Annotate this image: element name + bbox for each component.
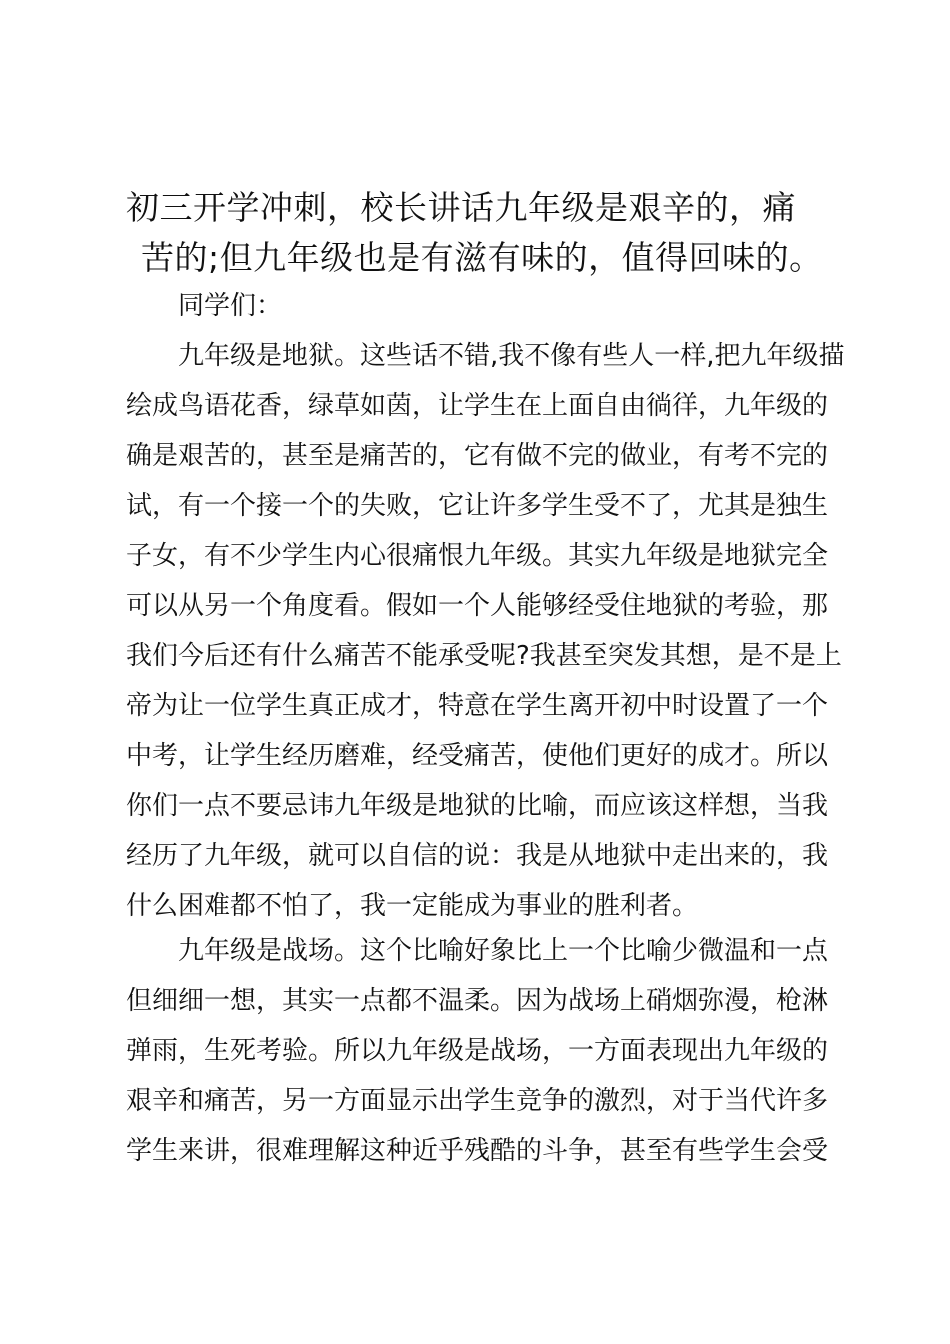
paragraph-line: 学生来讲，很难理解这种近乎残酷的斗争，甚至有些学生会受 <box>126 1136 829 1166</box>
paragraph-line: 你们一点不要忌讳九年级是地狱的比喻，而应该这样想，当我 <box>126 791 829 821</box>
paragraph-line: 绘成鸟语花香，绿草如茵，让学生在上面自由徜徉，九年级的 <box>126 391 829 421</box>
title-line-1: 初三开学冲刺，校长讲话九年级是艰辛的，痛 <box>126 188 796 227</box>
document-title <box>126 183 832 283</box>
paragraph-line: 弹雨，生死考验。所以九年级是战场，一方面表现出九年级的 <box>126 1036 829 1066</box>
paragraph-line: 我们今后还有什么痛苦不能承受呢?我甚至突发其想，是不是上 <box>126 641 842 671</box>
paragraph-line: 中考，让学生经历磨难，经受痛苦，使他们更好的成才。所以 <box>126 741 829 771</box>
paragraph-line: 什么困难都不怕了，我一定能成为事业的胜利者。 <box>126 891 699 921</box>
paragraph-line: 但细细一想，其实一点都不温柔。因为战场上硝烟弥漫，枪淋 <box>126 986 829 1016</box>
paragraph-hell <box>126 331 845 931</box>
paragraph-line: 确是艰苦的，甚至是痛苦的，它有做不完的做业，有考不完的 <box>126 441 829 471</box>
salutation: 同学们： <box>178 291 283 321</box>
paragraph-line: 九年级是战场。这个比喻好象比上一个比喻少微温和一点 <box>126 936 829 966</box>
paragraph-line: 九年级是地狱。这些话不错,我不像有些人一样,把九年级描 <box>126 341 845 371</box>
paragraph-battlefield <box>126 926 832 1176</box>
paragraph-line: 经历了九年级，就可以自信的说：我是从地狱中走出来的，我 <box>126 841 829 871</box>
paragraph-line: 试，有一个接一个的失败，它让许多学生受不了，尤其是独生 <box>126 491 829 521</box>
paragraph-line: 帝为让一位学生真正成才，特意在学生离开初中时设置了一个 <box>126 691 829 721</box>
paragraph-line: 可以从另一个角度看。假如一个人能够经受住地狱的考验，那 <box>126 591 829 621</box>
paragraph-line: 艰辛和痛苦，另一方面显示出学生竞争的激烈，对于当代许多 <box>126 1086 829 1116</box>
title-line-2: 苦的;但九年级也是有滋有味的，值得回味的。 <box>141 238 823 277</box>
paragraph-line: 子女，有不少学生内心很痛恨九年级。其实九年级是地狱完全 <box>126 541 829 571</box>
